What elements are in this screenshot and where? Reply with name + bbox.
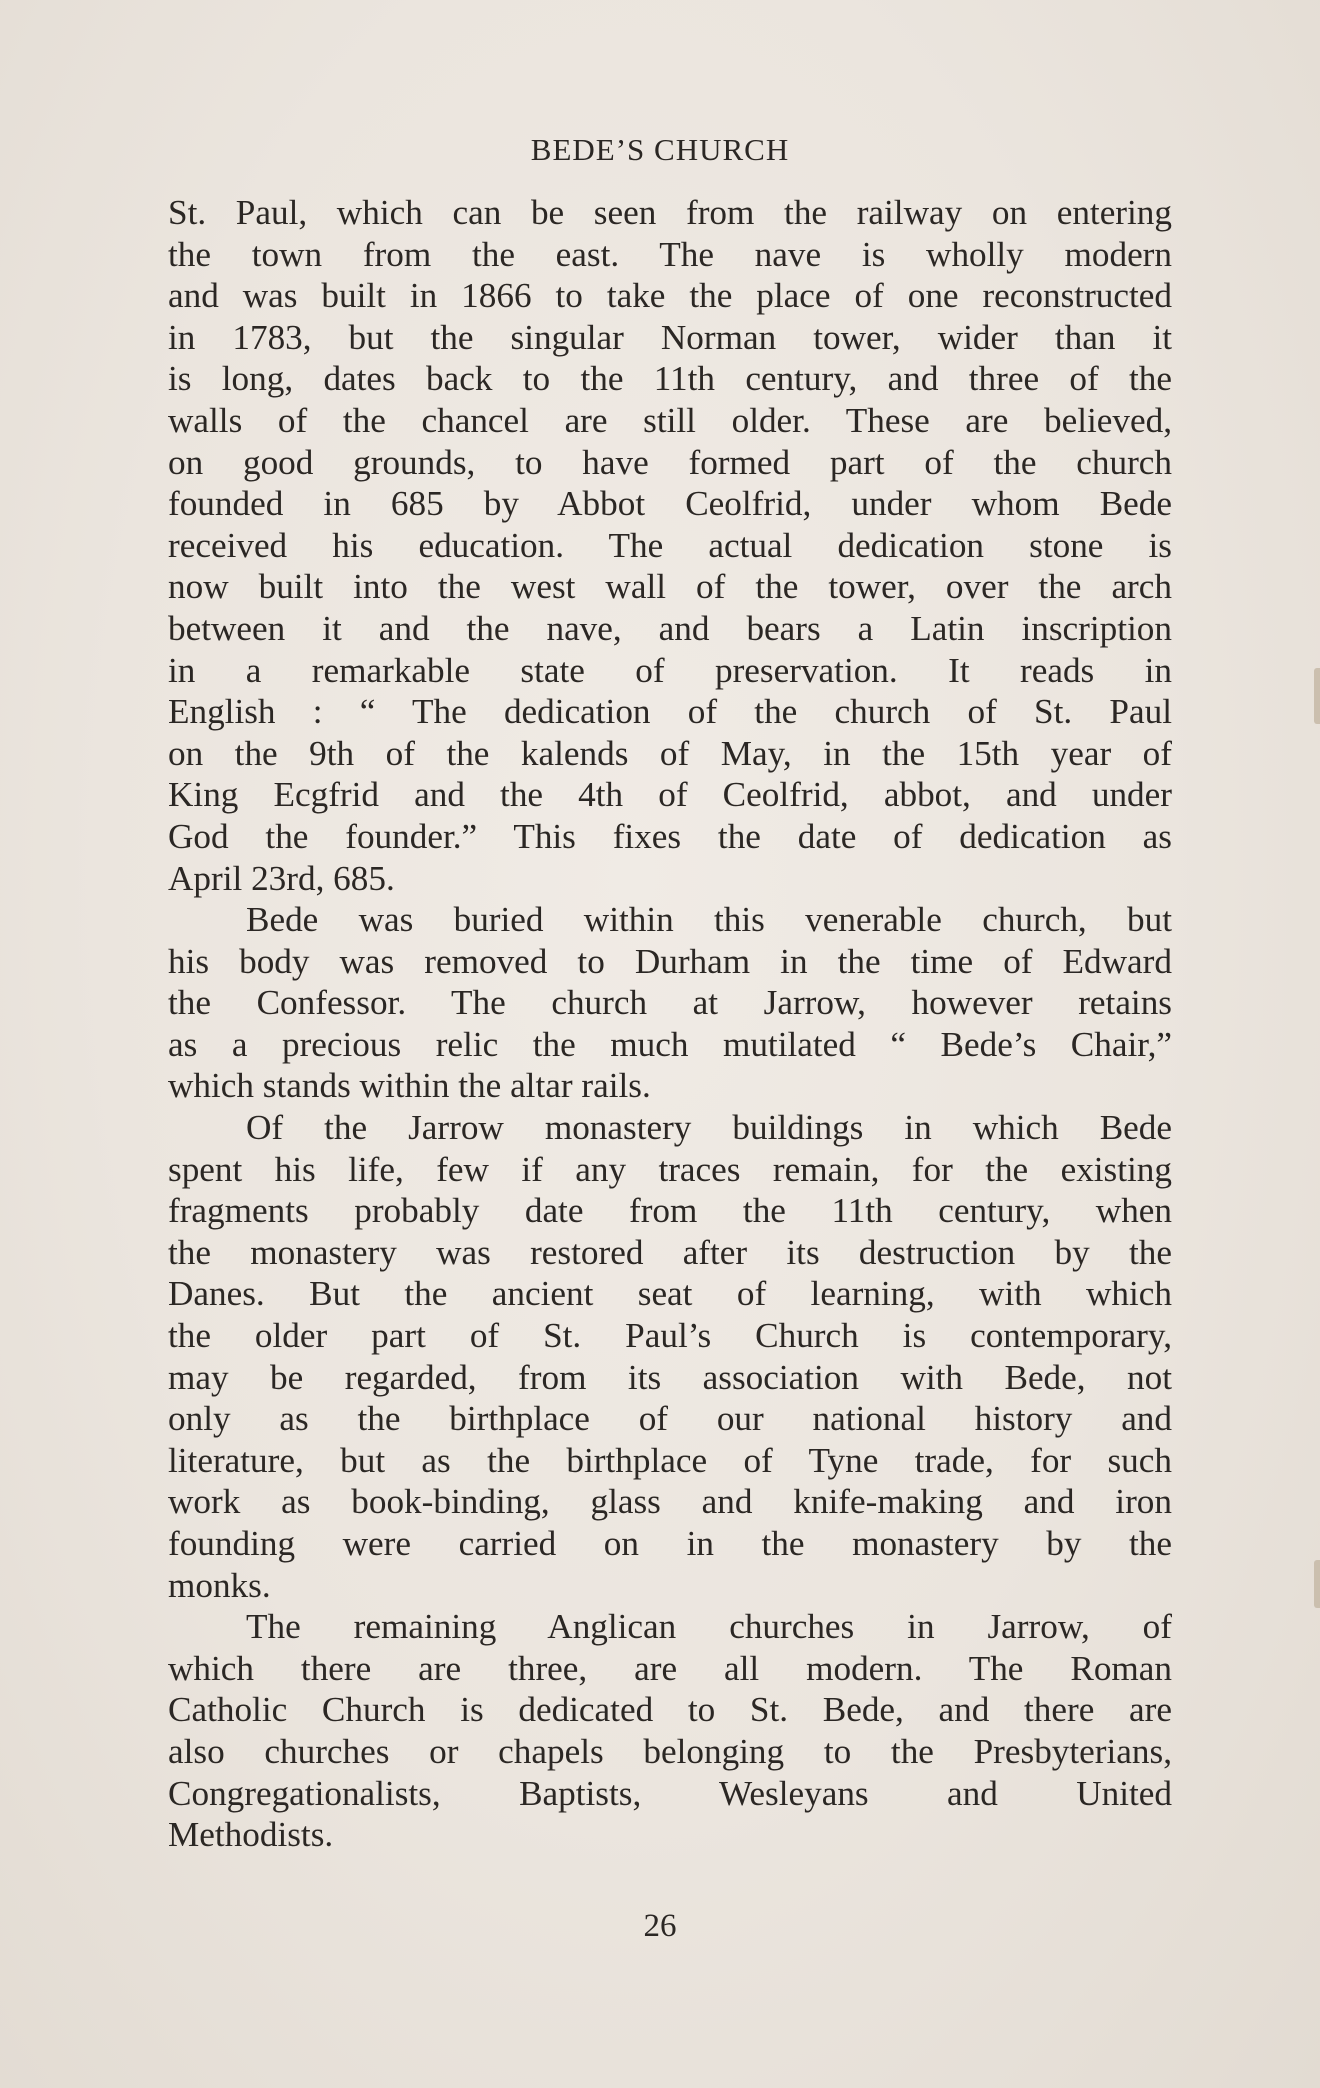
running-head: BEDE’S CHURCH	[530, 132, 790, 167]
text-line: founding were carried on in the monastery by the	[168, 1524, 1172, 1563]
text-line: the Confessor. The church at Jarrow, however retains	[168, 983, 1172, 1023]
text-line: in 1783, but the singular Norman tower, wider than it	[168, 317, 1172, 357]
text-line: Of the Jarrow monastery buildings in which Bede	[246, 1108, 1172, 1148]
text-line: may be regarded, from its association with Bede, not	[168, 1357, 1172, 1397]
page-number: 26	[643, 1908, 677, 1944]
text-line: on the 9th of the kalends of May, in the 15th year of	[168, 733, 1172, 773]
text-line: on good grounds, to have formed part of the church	[168, 442, 1172, 482]
text-line: Catholic Church is dedicated to St. Bede, and there are	[168, 1690, 1172, 1730]
text-line: St. Paul, which can be seen from the railway on entering	[168, 193, 1172, 232]
text-line: English : “ The dedication of the church of St. Paul	[168, 692, 1172, 732]
text-line: walls of the chancel are still older. These are believed,	[168, 400, 1172, 440]
text-line: also churches or chapels belonging to the Presbyterians,	[168, 1731, 1172, 1771]
text-line: Methodists.	[168, 1815, 334, 1855]
text-line: literature, but as the birthplace of Tyne trade, for such	[168, 1440, 1172, 1480]
text-line: fragments probably date from the 11th century, when	[168, 1191, 1172, 1231]
text-line: Bede was buried within this venerable church, but	[246, 900, 1172, 940]
text-line: as a precious relic the much mutilated “ Bede’s Chair,”	[168, 1024, 1172, 1064]
text-line: now built into the west wall of the tower, over the arch	[168, 567, 1172, 607]
text-line: in a remarkable state of preservation. It reads in	[168, 650, 1172, 690]
text-line: his body was removed to Durham in the time of Edward	[168, 941, 1172, 981]
text-line: which there are three, are all modern. The Roman	[168, 1648, 1172, 1688]
text-line: Congregationalists, Baptists, Wesleyans and United	[168, 1773, 1172, 1813]
text-line: founded in 685 by Abbot Ceolfrid, under whom Bede	[168, 484, 1172, 524]
text-line: monks.	[168, 1565, 271, 1605]
page-edge-mark	[1314, 668, 1320, 724]
text-line: April 23rd, 685.	[168, 858, 395, 898]
text-line: the monastery was restored after its destruction by the	[168, 1232, 1172, 1272]
text-line: which stands within the altar rails.	[168, 1066, 651, 1106]
text-line: is long, dates back to the 11th century, and three of the	[168, 359, 1172, 399]
text-line: only as the birthplace of our national history and	[168, 1399, 1172, 1439]
text-line: received his education. The actual dedication stone is	[168, 525, 1172, 565]
body-text	[168, 192, 1172, 1856]
text-line: and was built in 1866 to take the place of one reconstructed	[168, 276, 1172, 316]
text-line: work as book-binding, glass and knife-making and iron	[168, 1482, 1172, 1522]
text-line: Danes. But the ancient seat of learning, with which	[168, 1274, 1172, 1314]
text-line: God the founder.” This fixes the date of dedication as	[168, 816, 1172, 856]
text-line: the town from the east. The nave is wholly modern	[168, 234, 1172, 274]
text-line: King Ecgfrid and the 4th of Ceolfrid, abbot, and under	[168, 775, 1172, 815]
text-line: the older part of St. Paul’s Church is contemporary,	[168, 1316, 1172, 1356]
page-edge-mark	[1314, 1560, 1320, 1608]
text-line: spent his life, few if any traces remain, for the existing	[168, 1149, 1172, 1189]
text-line: between it and the nave, and bears a Latin inscription	[168, 608, 1172, 648]
text-line: The remaining Anglican churches in Jarrow, of	[246, 1607, 1172, 1647]
